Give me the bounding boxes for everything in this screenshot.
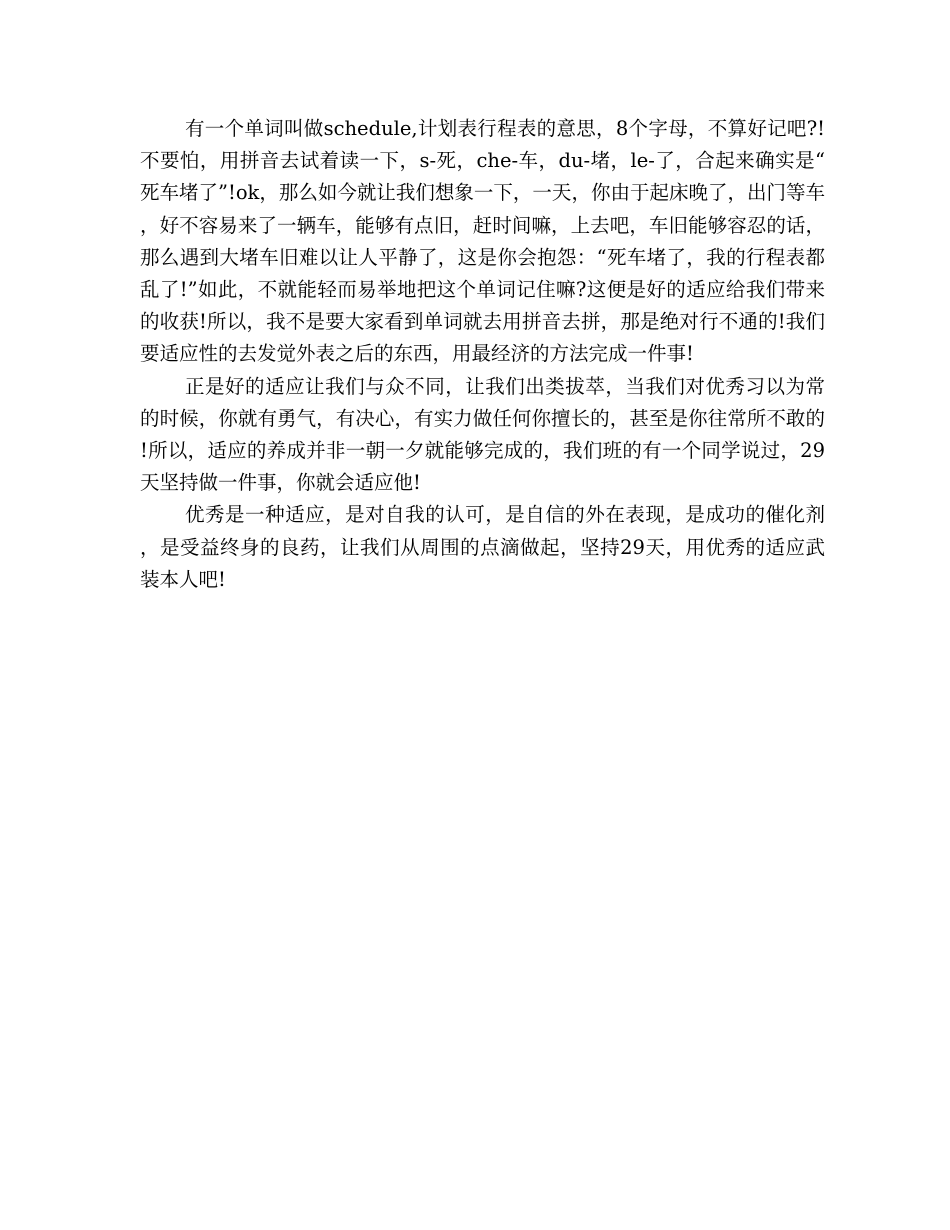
paragraph-1: 有一个单词叫做schedule,计划表行程表的意思，8个字母，不算好记吧?!不要怕，用拼音去试着读一下，s-死，che-车，du-堵，le-了，合起来确实是“死车堵了”!ok，那么如今就让我们想象一下，一天，你由于起床晚了，出门等车，好不容易来了一辆车，能够有点旧，赶时间嘛，上去吧，车旧能够容忍的话，那么遇到大堵车旧难以让人平静了，这是你会抱怨：“死车堵了，我的行程表都乱了!”如此，不就能轻而易举地把这个单词记住嘛?这便是好的适应给我们带来的收获!所以，我不是要大家看到单词就去用拼音去拼，那是绝对行不通的!我们要适应性的去发觉外表之后的东西，用最经济的方法完成一件事! [140, 117, 825, 366]
document-body [140, 113, 825, 596]
paragraph-2: 正是好的适应让我们与众不同，让我们出类拔萃，当我们对优秀习以为常的时候，你就有勇气，有决心，有实力做任何你擅长的，甚至是你往常所不敢的!所以，适应的养成并非一朝一夕就能够完成的，我们班的有一个同学说过，29天坚持做一件事，你就会适应他! [140, 374, 825, 495]
paragraph-3: 优秀是一种适应，是对自我的认可，是自信的外在表现，是成功的催化剂，是受益终身的良药，让我们从周围的点滴做起，坚持29天，用优秀的适应武装本人吧! [140, 503, 825, 591]
